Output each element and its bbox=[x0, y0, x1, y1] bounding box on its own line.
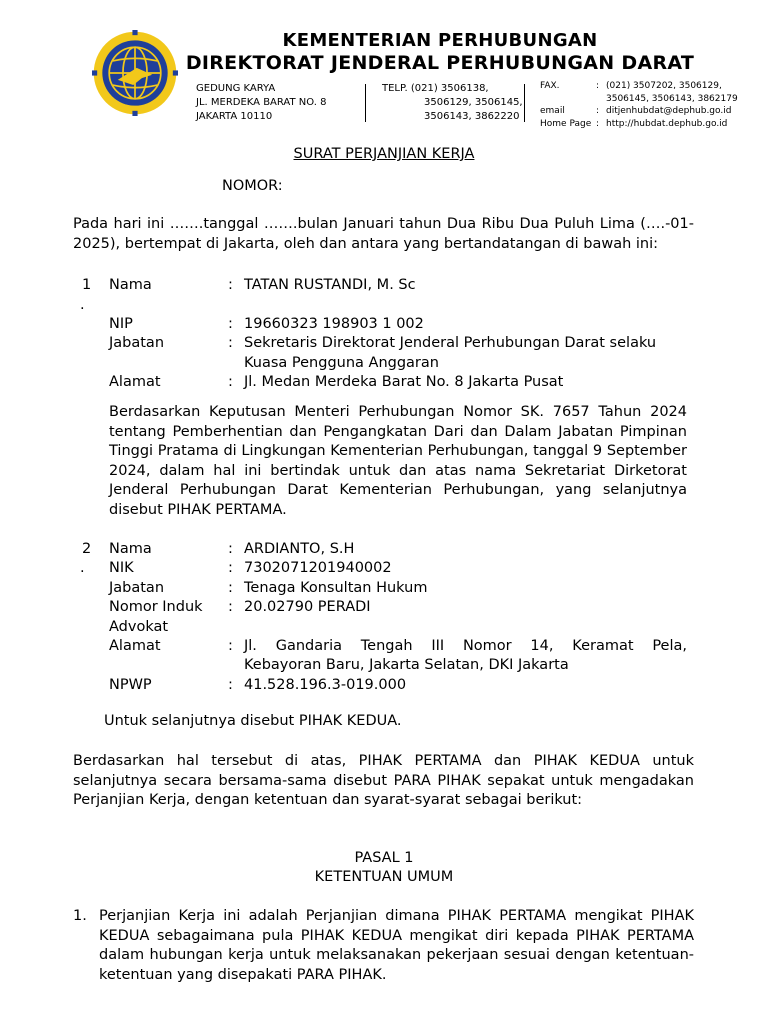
header-divider bbox=[365, 84, 366, 122]
telp-line: 3506143, 3862220 bbox=[424, 111, 520, 122]
field-colon: : bbox=[228, 580, 233, 596]
contact-block bbox=[540, 80, 738, 130]
field-value: Sekretaris Direktorat Jenderal Perhubungan Darat selaku bbox=[244, 335, 657, 351]
field-label-cont: Advokat bbox=[109, 619, 169, 635]
field-value: ARDIANTO, S.H bbox=[244, 541, 355, 557]
field-colon: : bbox=[228, 335, 233, 351]
field-label: Alamat bbox=[109, 374, 161, 390]
field-colon: : bbox=[228, 638, 233, 654]
field-label: Nomor Induk bbox=[109, 599, 203, 615]
contact-key bbox=[540, 93, 596, 106]
article-item: Perjanjian Kerja ini adalah Perjanjian dimana PIHAK PERTAMA mengikat PIHAK KEDUA sebagaimana pula PIHAK KEDUA mengikat diri kepada PIHAK PERTAMA dalam hubungan kerja untuk melaksanakan pekerjaan sesuai dengan ketentuan-ketentuan yang disepakati PARA PIHAK. bbox=[99, 908, 694, 983]
contact-value: 3506145, 3506143, 3862179 bbox=[606, 93, 738, 104]
address-line: JL. MERDEKA BARAT NO. 8 bbox=[196, 97, 327, 108]
telp-line: TELP. (021) 3506138, bbox=[382, 83, 489, 94]
telp-line: 3506129, 3506145, bbox=[424, 97, 523, 108]
ministry-name: KEMENTERIAN PERHUBUNGAN bbox=[282, 30, 598, 51]
field-colon: : bbox=[228, 374, 233, 390]
field-value: 7302071201940002 bbox=[244, 560, 392, 576]
field-label: NIK bbox=[109, 560, 134, 576]
contact-value: http://hubdat.dephub.go.id bbox=[606, 118, 728, 129]
address-line: JAKARTA 10110 bbox=[196, 111, 273, 122]
contact-colon bbox=[596, 93, 606, 106]
party-number: 2 bbox=[82, 541, 92, 557]
field-colon: : bbox=[228, 541, 233, 557]
telephone-block bbox=[382, 82, 523, 124]
contact-colon: : bbox=[596, 81, 600, 91]
document-title: SURAT PERJANJIAN KERJA bbox=[293, 146, 475, 162]
address-line: GEDUNG KARYA bbox=[196, 83, 276, 94]
party-number: 1 bbox=[82, 277, 92, 293]
contact-colon: : bbox=[596, 118, 600, 129]
office-address bbox=[196, 82, 326, 124]
ministry-logo bbox=[92, 30, 178, 116]
field-value-cont: Kuasa Pengguna Anggaran bbox=[244, 355, 439, 371]
field-value: 41.528.196.3-019.000 bbox=[244, 677, 407, 693]
field-colon: : bbox=[228, 677, 233, 693]
document-number: NOMOR: bbox=[222, 178, 283, 194]
field-label: Jabatan bbox=[109, 335, 165, 351]
article-heading: PASAL 1 bbox=[354, 850, 414, 866]
field-label: NPWP bbox=[109, 677, 152, 693]
field-value: Jl. Medan Merdeka Barat No. 8 Jakarta Pusat bbox=[244, 374, 564, 390]
field-colon: : bbox=[228, 277, 233, 293]
field-value: 19660323 198903 1 002 bbox=[244, 316, 424, 332]
contact-key: email bbox=[540, 106, 565, 116]
field-value: Jl. Gandaria Tengah III Nomor 14, Keramat Pela, bbox=[244, 638, 687, 654]
field-colon: : bbox=[228, 599, 233, 615]
party-number-dot: . bbox=[80, 297, 85, 313]
field-label: Alamat bbox=[109, 638, 161, 654]
contact-key: Home Page bbox=[540, 118, 592, 129]
directorate-name: DIREKTORAT JENDERAL PERHUBUNGAN DARAT bbox=[185, 52, 695, 74]
party2-description: Untuk selanjutnya disebut PIHAK KEDUA. bbox=[104, 713, 402, 729]
field-value: Tenaga Konsultan Hukum bbox=[244, 580, 428, 596]
field-colon: : bbox=[228, 316, 233, 332]
field-label: Nama bbox=[109, 541, 152, 557]
field-label: Jabatan bbox=[109, 580, 165, 596]
field-value: TATAN RUSTANDI, M. Sc bbox=[244, 277, 416, 293]
field-label: Nama bbox=[109, 277, 152, 293]
contact-key: FAX. bbox=[540, 81, 560, 91]
party1-description: Berdasarkan Keputusan Menteri Perhubungan Nomor SK. 7657 Tahun 2024 tentang Pemberhentian dan Pengangkatan Dari dan Dalam Jabatan Pimpinan Tinggi Pratama di Lingkungan Kementerian Perhubungan, tanggal 9 September 2024, dalam hal ini bertindak untuk dan atas nama Sekretariat Dirketorat Jenderal Perhubungan Darat Kementerian Perhubungan, yang selanjutnya disebut PIHAK PERTAMA. bbox=[109, 404, 687, 518]
contact-colon: : bbox=[596, 106, 600, 116]
field-label: NIP bbox=[109, 316, 133, 332]
header-divider bbox=[524, 84, 525, 122]
field-colon: : bbox=[228, 560, 233, 576]
field-value-cont: Kebayoran Baru, Jakarta Selatan, DKI Jakarta bbox=[244, 657, 569, 673]
contact-value: ditjenhubdat@dephub.go.id bbox=[606, 106, 732, 116]
party-number-dot: . bbox=[80, 560, 85, 576]
contact-value: (021) 3507202, 3506129, bbox=[606, 81, 722, 91]
list-number: 1. bbox=[73, 908, 87, 924]
field-value: 20.02790 PERADI bbox=[244, 599, 371, 615]
agreement-paragraph: Berdasarkan hal tersebut di atas, PIHAK PERTAMA dan PIHAK KEDUA untuk selanjutnya secara bersama-sama disebut PARA PIHAK sepakat untuk mengadakan Perjanjian Kerja, dengan ketentuan dan syarat-syarat sebagai berikut: bbox=[73, 753, 694, 808]
intro-paragraph: Pada hari ini …….tanggal …….bulan Januari tahun Dua Ribu Dua Puluh Lima (….-01-2025), bertempat di Jakarta, oleh dan antara yang bertandatangan di bawah ini: bbox=[73, 216, 694, 252]
article-title: KETENTUAN UMUM bbox=[314, 869, 454, 885]
